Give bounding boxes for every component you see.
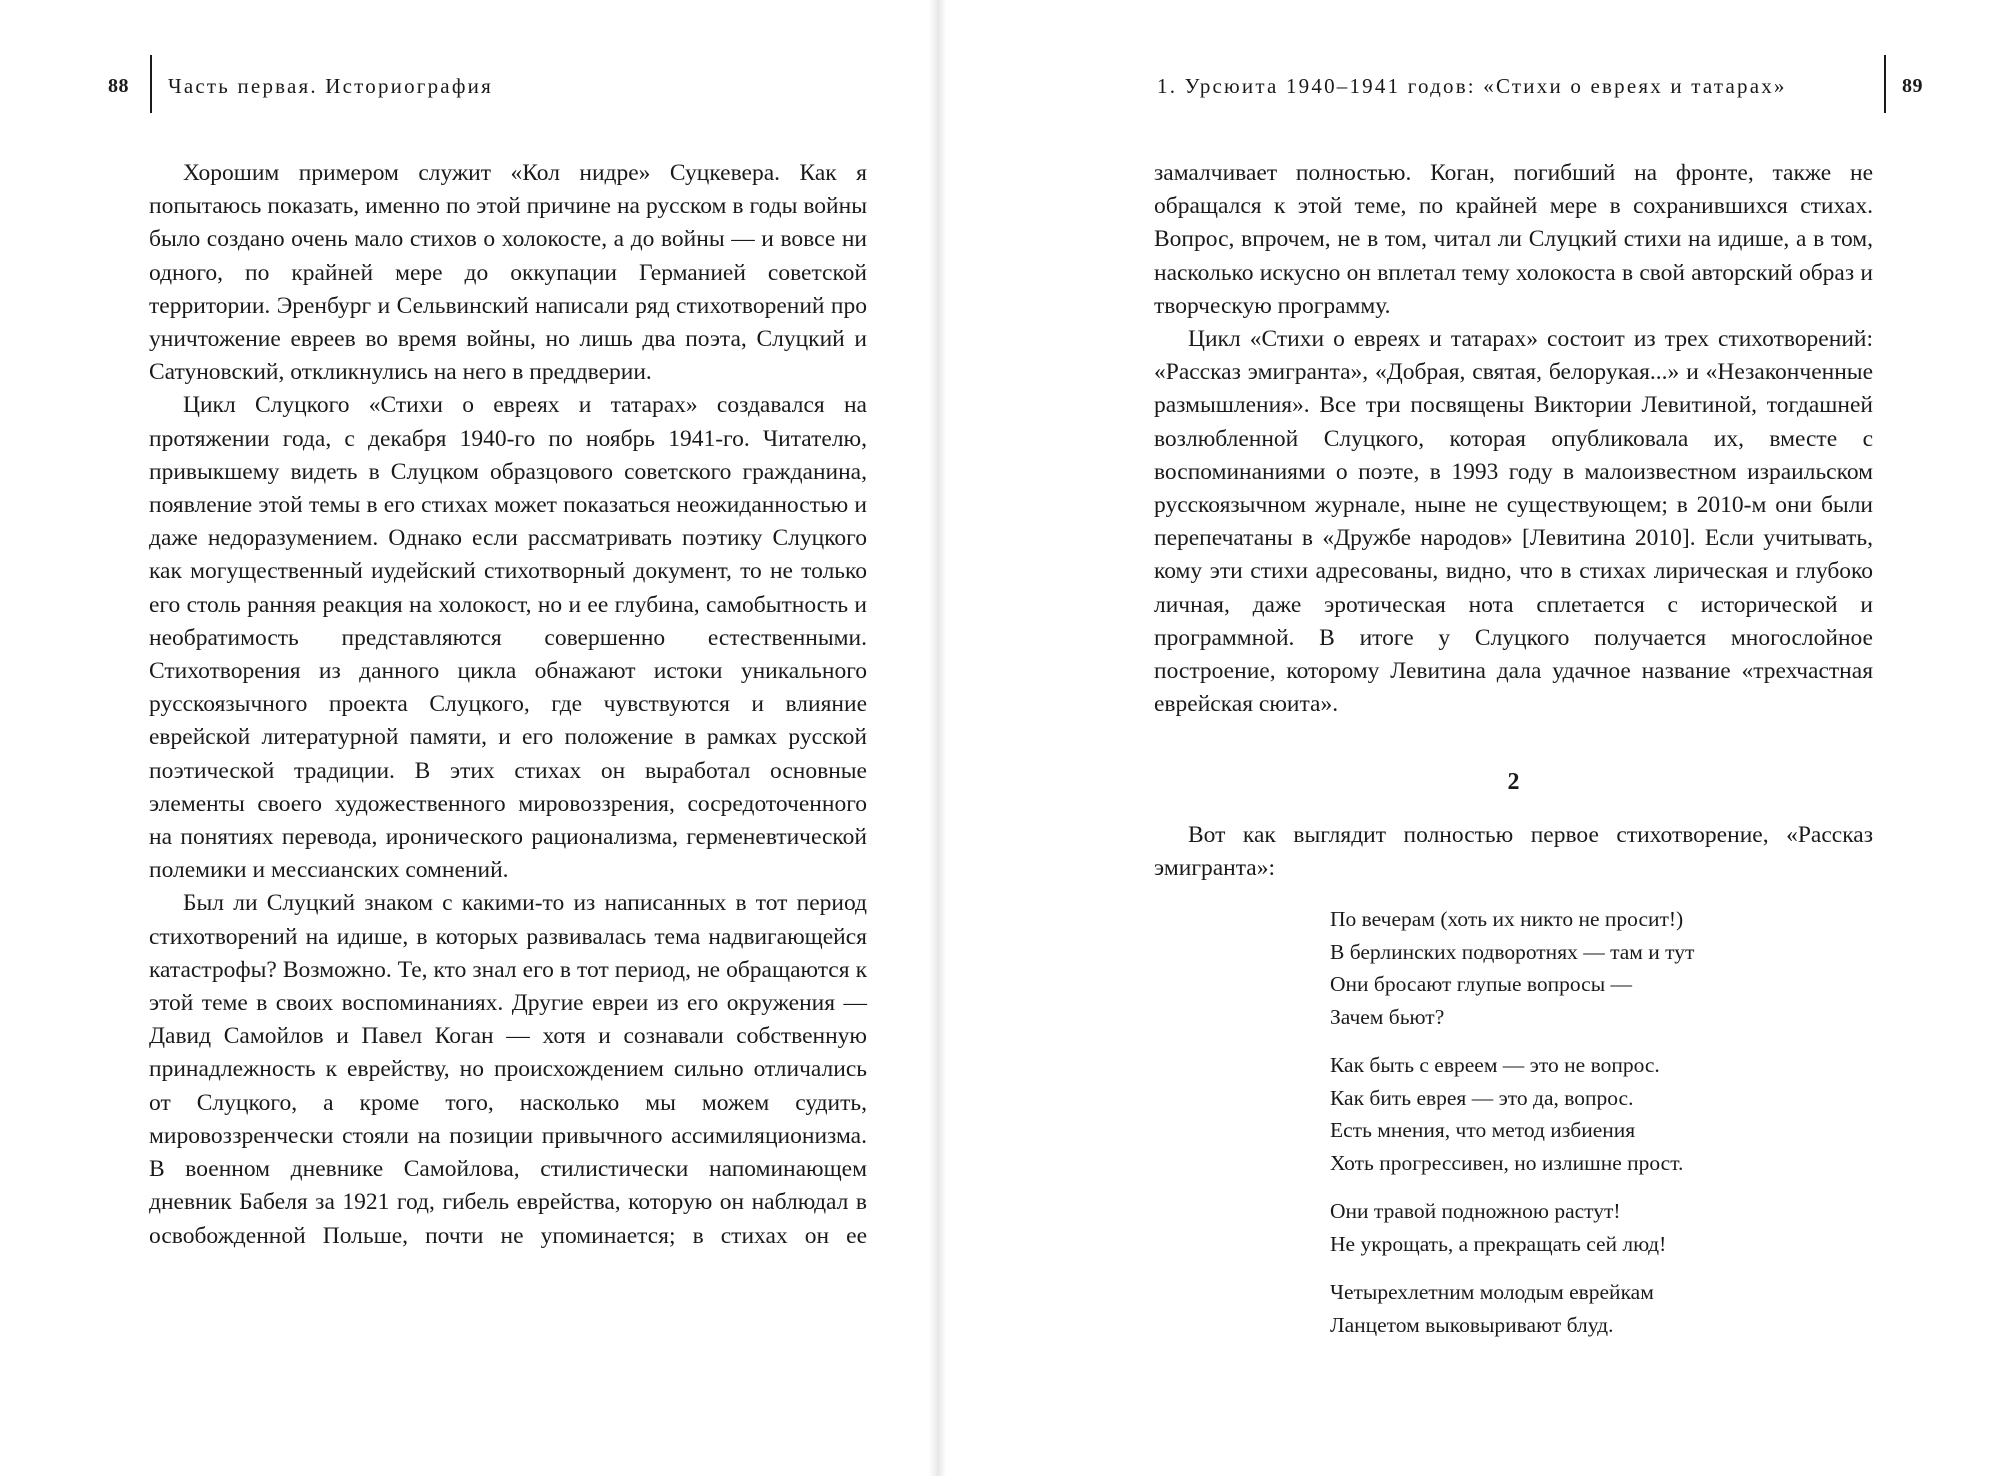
poem-line: Четырехлетним молодым еврейкам (1330, 1280, 1654, 1304)
poem-line: В берлинских подворотнях — там и тут (1330, 939, 1695, 964)
poem-intro-block (1154, 819, 1873, 885)
poem-line: Они травой подножною растут! (1330, 1199, 1621, 1223)
poem-line: По вечерам (хоть их никто не просит!) (1330, 907, 1684, 931)
poem-line: Они бросают глупые вопросы — (1330, 972, 1633, 996)
right-continuation-paragraph: замалчивает полностью. Коган, погибший на фронте, также не обращался к этой теме, по крайней мере в сохранившихся стихах. Вопрос, впрочем, не в том, читал ли Слуцкий стихи на идише, а в том, насколько искусно он вплетал тему холокоста в свой авторский образ и творческую программу. (1154, 160, 1873, 319)
poem-line: Есть мнения, что метод избиения (1330, 1118, 1636, 1142)
poem-stanza (1330, 1195, 1850, 1260)
left-paragraph-2: Цикл Слуцкого «Стихи о евреях и татарах» создавался на протяжении года, с декабря 1940-го по ноябрь 1941-го. Читателю, привыкшему видеть в Слуцком образцового советского гражданина, появление этой темы в его стихах может показаться неожиданностью и даже недоразумением. Однако если рассматривать поэтику Слуцкого как могущественный иудейский стихотворный документ, то не только его столь ранняя реакция на холокост, но и ее глубина, самобытность и необратимость представляются совершенно естественными. Стихотворения из данного цикла обнажают истоки уникального русскоязычного проекта Слуцкого, где чувствуются и влияние еврейской литературной памяти, и его положение в рамках русской поэтической традиции. В этих стихах он выработал основные элементы своего художественного мировоззрения, сосредоточенного на понятиях перевода, иронического рационализма, герменевтической полемики и мессианских сомнений. (149, 392, 867, 884)
left-paragraph-1: Хорошим примером служит «Кол нидре» Суцкевера. Как я попытаюсь показать, именно по этой причине на русском в годы войны было создано очень мало стихов о холокосте, а до войны — и вовсе ни одного, по крайней мере до оккупации Германией советской территории. Эренбург и Сельвинский написали ряд стихотворений про уничтожение евреев во время войны, но лишь два поэта, Слуцкий и Сатуновский, откликнулись на него в преддверии. (149, 160, 867, 386)
poem-stanza (1330, 903, 1850, 1033)
right-running-head: 1. Урсюита 1940–1941 годов: «Стихи о евреях и татарах» (1157, 74, 1787, 98)
poem-line: Зачем бьют? (1330, 1004, 1445, 1029)
right-page-number: 89 (1902, 75, 1923, 97)
right-header-rule (1884, 55, 1886, 113)
poem-line: Хоть прогрессивен, но излишне прост. (1330, 1150, 1684, 1175)
left-running-head: Часть первая. Историография (168, 74, 493, 98)
poem-line: Как быть с евреем — это не вопрос. (1330, 1053, 1660, 1077)
poem-line: Как бить еврея — это да, вопрос. (1330, 1085, 1634, 1110)
left-header-rule (150, 55, 152, 113)
poem-line: Не укрощать, а прекращать сей люд! (1330, 1231, 1667, 1256)
poem-intro: Вот как выглядит полностью первое стихотворение, «Рассказ эмигранта»: (1154, 822, 1873, 882)
right-paragraph-2: Цикл «Стихи о евреях и татарах» состоит из трех стихотворений: «Рассказ эмигранта», «Добрая, святая, белорукая...» и «Незаконченные размышления». Все три посвящены Виктории Левитиной, тогдашней возлюбленной Слуцкого, которая опубликовала их, вместе с воспоминаниями о поэте, в 1993 году в малоизвестном израильском русскоязычном журнале, ныне не существующем; в 2010-м они были перепечатаны в «Дружбе народов» [Левитина 2010]. Если учитывать, кому эти стихи адресованы, видно, что в стихах лирическая и глубоко личная, даже эротическая нота сплетается с исторической и программной. В итоге у Слуцкого получается многослойное построение, которому Левитина дала удачное название «трехчастная еврейская сюита». (1154, 326, 1873, 718)
poem (1330, 903, 1850, 1357)
poem-stanza (1330, 1049, 1850, 1179)
left-body-text (149, 157, 867, 1253)
poem-line: Ланцетом выковыривают блуд. (1330, 1312, 1614, 1337)
right-page (935, 0, 2000, 1476)
section-number: 2 (1507, 769, 1520, 795)
left-paragraph-3: Был ли Слуцкий знаком с какими-то из написанных в тот период стихотворений на идише, в которых развивалась тема надвигающейся катастрофы? Возможно. Те, кто знал его в тот период, не обращаются к этой теме в своих воспоминаниях. Другие евреи из его окружения — Давид Самойлов и Павел Коган — хотя и сознавали собственную принадлежность к еврейству, но происхождением сильно отличались от Слуцкого, а кроме того, насколько мы можем судить, мировоззренчески стояли на позиции привычного ассимиляционизма. В военном дневнике Самойлова, стилистически напоминающем дневник Бабеля за 1921 год, гибель еврейства, которую он наблюдал в освобожденной Польше, почти не упоминается; в стихах он ее (149, 890, 867, 1249)
left-page-number: 88 (108, 75, 129, 97)
right-body-text (1154, 157, 1873, 721)
poem-stanza (1330, 1276, 1850, 1341)
left-page (0, 0, 935, 1476)
